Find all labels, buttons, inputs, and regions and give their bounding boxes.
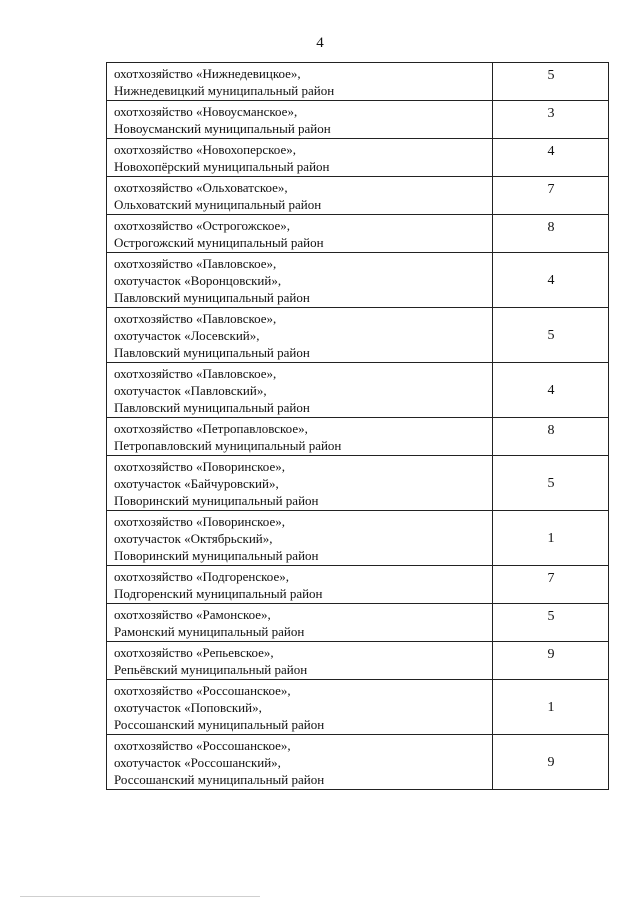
table-row (107, 511, 609, 566)
hunting-ground-name-cell (107, 680, 493, 735)
hunting-ground-name-cell (107, 63, 493, 101)
hunting-ground-name-line: Новоусманский муниципальный район (114, 121, 331, 136)
quota-value-cell: 9 (493, 642, 609, 680)
quota-value-cell: 4 (493, 139, 609, 177)
table-row (107, 253, 609, 308)
hunting-grounds-table (106, 62, 609, 790)
table-row (107, 604, 609, 642)
quota-value-cell: 8 (493, 418, 609, 456)
table-row (107, 139, 609, 177)
hunting-ground-name-cell (107, 566, 493, 604)
page-number: 4 (316, 35, 324, 51)
table-row (107, 63, 609, 101)
hunting-ground-name-line: охотхозяйство «Павловское», (114, 256, 277, 271)
hunting-ground-name-line: охотхозяйство «Ольховатское», (114, 180, 288, 195)
hunting-ground-name-line: охотхозяйство «Поворинское», (114, 514, 285, 529)
hunting-ground-name-line: охотхозяйство «Новоусманское», (114, 104, 298, 119)
quota-value-cell: 5 (493, 604, 609, 642)
table-row (107, 642, 609, 680)
hunting-ground-name-line: охотучасток «Павловский», (114, 383, 267, 398)
hunting-ground-name-cell (107, 253, 493, 308)
quota-value-cell: 3 (493, 101, 609, 139)
table-row (107, 215, 609, 253)
scan-artifact-line (20, 896, 260, 897)
hunting-ground-name-line: Павловский муниципальный район (114, 400, 310, 415)
hunting-ground-name-line: Репьёвский муниципальный район (114, 662, 308, 677)
hunting-ground-name-cell (107, 456, 493, 511)
quota-value-cell: 8 (493, 215, 609, 253)
hunting-ground-name-cell (107, 511, 493, 566)
hunting-ground-name-line: Петропавловский муниципальный район (114, 438, 342, 453)
hunting-ground-name-line: Поворинский муниципальный район (114, 493, 319, 508)
hunting-ground-name-line: охотучасток «Лосевский», (114, 328, 260, 343)
table-body (107, 63, 609, 790)
hunting-ground-name-line: охотхозяйство «Россошанское», (114, 738, 291, 753)
quota-value-cell: 4 (493, 253, 609, 308)
quota-value-cell: 5 (493, 456, 609, 511)
hunting-ground-name-line: Россошанский муниципальный район (114, 772, 325, 787)
hunting-ground-name-line: Рамонский муниципальный район (114, 624, 305, 639)
hunting-ground-name-line: охотхозяйство «Рамонское», (114, 607, 271, 622)
hunting-ground-name-line: Новохопёрский муниципальный район (114, 159, 330, 174)
hunting-ground-name-line: охотхозяйство «Поворинское», (114, 459, 285, 474)
table-row (107, 177, 609, 215)
quota-value-cell: 5 (493, 308, 609, 363)
table-row (107, 101, 609, 139)
table-row (107, 363, 609, 418)
quota-value-cell: 5 (493, 63, 609, 101)
hunting-ground-name-line: Павловский муниципальный район (114, 290, 310, 305)
hunting-ground-name-cell (107, 215, 493, 253)
hunting-ground-name-line: охотхозяйство «Репьевское», (114, 645, 274, 660)
hunting-ground-name-line: охотхозяйство «Нижнедевицкое», (114, 66, 301, 81)
hunting-ground-name-cell (107, 308, 493, 363)
hunting-ground-name-cell (107, 363, 493, 418)
hunting-ground-name-line: охотучасток «Поповский», (114, 700, 262, 715)
hunting-ground-name-line: Острогожский муниципальный район (114, 235, 324, 250)
table-row (107, 566, 609, 604)
hunting-ground-name-line: Павловский муниципальный район (114, 345, 310, 360)
hunting-ground-name-line: Россошанский муниципальный район (114, 717, 325, 732)
hunting-ground-name-cell (107, 735, 493, 790)
table-row (107, 680, 609, 735)
hunting-ground-name-line: Подгоренский муниципальный район (114, 586, 323, 601)
hunting-ground-name-line: Нижнедевицкий муниципальный район (114, 83, 335, 98)
hunting-ground-name-cell (107, 139, 493, 177)
hunting-ground-name-cell (107, 418, 493, 456)
table-row (107, 308, 609, 363)
table-row (107, 456, 609, 511)
hunting-ground-name-line: охотучасток «Россошанский», (114, 755, 281, 770)
hunting-ground-name-line: Поворинский муниципальный район (114, 548, 319, 563)
hunting-ground-name-cell (107, 101, 493, 139)
hunting-ground-name-cell (107, 604, 493, 642)
hunting-ground-name-line: охотхозяйство «Новохоперское», (114, 142, 296, 157)
hunting-ground-name-line: охотхозяйство «Острогожское», (114, 218, 291, 233)
hunting-ground-name-line: охотхозяйство «Россошанское», (114, 683, 291, 698)
hunting-ground-name-line: Ольховатский муниципальный район (114, 197, 322, 212)
hunting-ground-name-line: охотхозяйство «Павловское», (114, 311, 277, 326)
quota-value-cell: 1 (493, 680, 609, 735)
hunting-ground-name-line: охотхозяйство «Павловское», (114, 366, 277, 381)
table-row (107, 418, 609, 456)
hunting-ground-name-cell (107, 177, 493, 215)
hunting-ground-name-line: охотучасток «Воронцовский», (114, 273, 282, 288)
quota-value-cell: 9 (493, 735, 609, 790)
hunting-ground-name-line: охотучасток «Октябрьский», (114, 531, 273, 546)
hunting-ground-name-line: охотхозяйство «Петропавловское», (114, 421, 308, 436)
quota-value-cell: 7 (493, 566, 609, 604)
hunting-ground-name-cell (107, 642, 493, 680)
quota-value-cell: 1 (493, 511, 609, 566)
quota-value-cell: 4 (493, 363, 609, 418)
hunting-ground-name-line: охотучасток «Байчуровский», (114, 476, 279, 491)
hunting-ground-name-line: охотхозяйство «Подгоренское», (114, 569, 289, 584)
table-row (107, 735, 609, 790)
quota-value-cell: 7 (493, 177, 609, 215)
